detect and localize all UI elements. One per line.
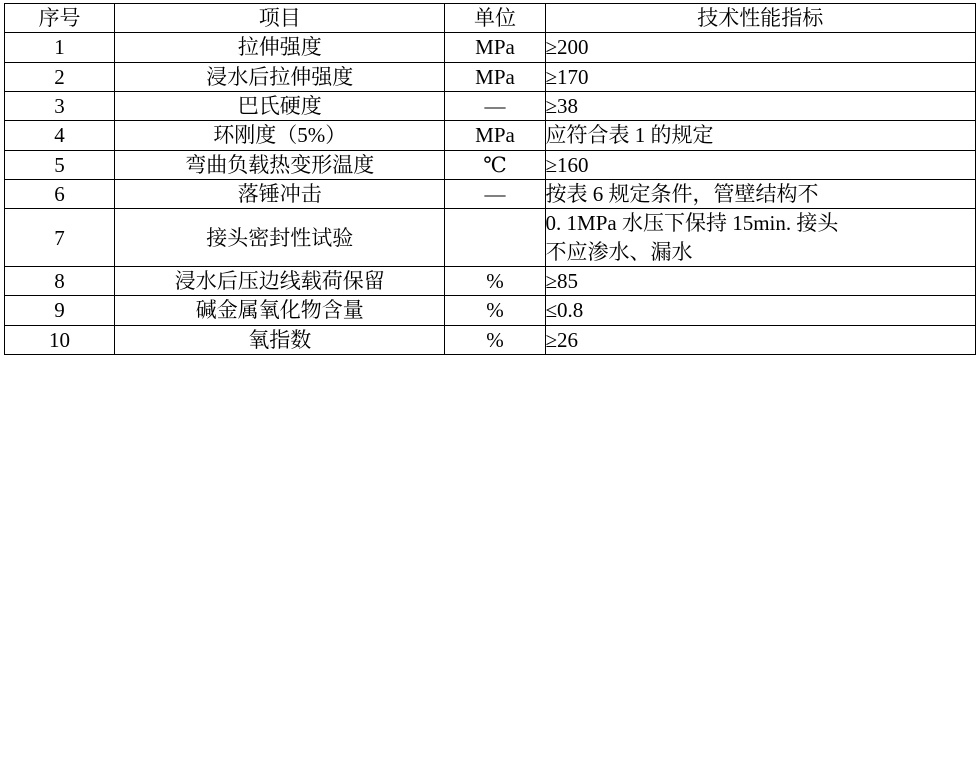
row-no: 7 xyxy=(5,209,115,267)
row-unit: MPa xyxy=(445,62,545,91)
row-unit: % xyxy=(445,296,545,325)
technical-spec-table xyxy=(4,3,976,355)
column-header-spec: 技术性能指标 xyxy=(545,4,975,33)
row-no: 9 xyxy=(5,296,115,325)
row-no: 8 xyxy=(5,267,115,296)
row-item: 落锤冲击 xyxy=(115,180,445,209)
row-item: 浸水后拉伸强度 xyxy=(115,62,445,91)
column-header-unit: 单位 xyxy=(445,4,545,33)
row-no: 5 xyxy=(5,150,115,179)
row-spec-line-2: 不应渗水、漏水 xyxy=(545,239,693,264)
row-spec: ≥38 xyxy=(545,92,975,121)
table-row xyxy=(5,121,976,150)
row-spec xyxy=(545,209,975,267)
table-row xyxy=(5,209,976,267)
row-item: 浸水后压边线载荷保留 xyxy=(115,267,445,296)
row-item: 接头密封性试验 xyxy=(115,209,445,267)
row-unit xyxy=(445,209,545,267)
table-row xyxy=(5,33,976,62)
row-no: 6 xyxy=(5,180,115,209)
row-no: 4 xyxy=(5,121,115,150)
table-row xyxy=(5,150,976,179)
row-spec: ≥85 xyxy=(545,267,975,296)
row-unit: % xyxy=(445,267,545,296)
table-row xyxy=(5,180,976,209)
row-spec: ≥26 xyxy=(545,325,975,354)
column-header-no: 序号 xyxy=(5,4,115,33)
row-item: 氧指数 xyxy=(115,325,445,354)
row-unit: — xyxy=(445,92,545,121)
row-item: 碱金属氧化物含量 xyxy=(115,296,445,325)
row-item: 环刚度（5%） xyxy=(115,121,445,150)
row-spec: ≥200 xyxy=(545,33,975,62)
table-row xyxy=(5,296,976,325)
table-header-row xyxy=(5,4,976,33)
row-spec-line-1: 0. 1MPa 水压下保持 15min. 接头 xyxy=(545,211,839,236)
row-spec: ≤0.8 xyxy=(545,296,975,325)
row-unit: — xyxy=(445,180,545,209)
table-row xyxy=(5,62,976,91)
row-no: 2 xyxy=(5,62,115,91)
row-item: 拉伸强度 xyxy=(115,33,445,62)
row-unit: MPa xyxy=(445,33,545,62)
document-page xyxy=(0,3,980,784)
row-unit: ℃ xyxy=(445,150,545,179)
row-no: 10 xyxy=(5,325,115,354)
row-unit: MPa xyxy=(445,121,545,150)
row-spec: ≥170 xyxy=(545,62,975,91)
table-row xyxy=(5,325,976,354)
column-header-item: 项目 xyxy=(115,4,445,33)
table-row xyxy=(5,267,976,296)
row-item: 弯曲负载热变形温度 xyxy=(115,150,445,179)
row-unit: % xyxy=(445,325,545,354)
row-no: 1 xyxy=(5,33,115,62)
row-spec: 按表 6 规定条件，管壁结构不 xyxy=(545,180,975,209)
row-no: 3 xyxy=(5,92,115,121)
row-item: 巴氏硬度 xyxy=(115,92,445,121)
row-spec: ≥160 xyxy=(545,150,975,179)
row-spec: 应符合表 1 的规定 xyxy=(545,121,975,150)
table-row xyxy=(5,92,976,121)
